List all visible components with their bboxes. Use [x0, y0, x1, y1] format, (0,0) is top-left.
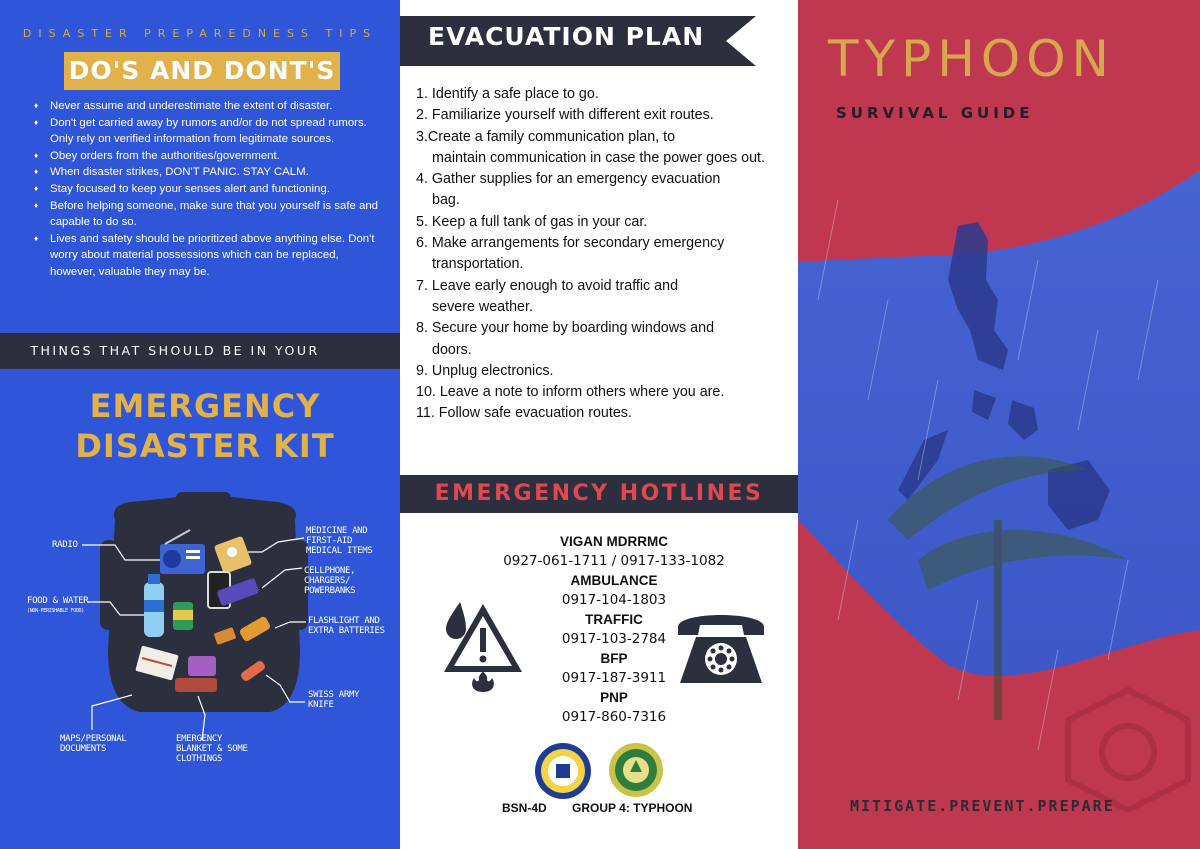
list-item: 4. Gather supplies for an emergency evacuation bag.	[416, 171, 721, 209]
kit-label-maps: MAPS/PERSONAL DOCUMENTS	[60, 734, 127, 754]
telephone-icon	[672, 605, 770, 687]
kit-title	[0, 386, 410, 466]
list-item: ♦ Never assume and underestimate the extent of disaster.	[34, 98, 384, 115]
kit-label-radio: RADIO	[52, 540, 78, 550]
university-seal-icon	[534, 742, 592, 800]
motto: MITIGATE.PREVENT.PREPARE	[850, 797, 1115, 815]
list-item: ♦ Obey orders from the authorities/government.	[34, 148, 384, 165]
survival-guide-subtitle: SURVIVAL GUIDE	[836, 104, 1034, 122]
kit-title-line1: EMERGENCY	[89, 387, 321, 425]
hotline-entry: BFP 0917-187-3911	[561, 651, 667, 686]
dos-list	[34, 98, 384, 281]
list-item: ♦ Lives and safety should be prioritized above anything else. Don't worry about material possessions which can be replaced, however, valuable they may be.	[34, 231, 384, 281]
hotline-entry: VIGAN MDRRMC 0927-061-1711 / 0917-133-1082	[503, 534, 725, 569]
typhoon-background	[798, 0, 1200, 849]
list-item: 8. Secure your home by boarding windows and doors.	[416, 320, 715, 358]
hotline-entry: AMBULANCE 0917-104-1803	[561, 573, 667, 608]
evacuation-list	[416, 84, 796, 425]
hotline-entry: TRAFFIC 0917-103-2784	[561, 612, 667, 647]
kit-label-cellphone: CELLPHONE, CHARGERS/ POWERBANKS	[304, 566, 356, 596]
list-item: 9. Unplug electronics.	[416, 362, 554, 379]
hotlines-title: EMERGENCY HOTLINES	[434, 481, 764, 506]
hazard-icon	[442, 598, 524, 694]
tips-kicker: DISASTER PREPAREDNESS TIPS	[22, 27, 378, 40]
list-item: ♦ Before helping someone, make sure that you yourself is safe and capable to do so.	[34, 198, 384, 231]
college-seal-icon	[608, 740, 664, 800]
left-panel	[0, 0, 400, 849]
list-item: 5. Keep a full tank of gas in your car.	[416, 213, 648, 230]
kit-label-blanket: EMERGENCY BLANKET & SOME CLOTHINGS	[176, 734, 248, 764]
list-item: 11. Follow safe evacuation routes.	[416, 405, 632, 422]
middle-panel	[400, 0, 798, 849]
list-item: 2. Familiarize yourself with different exit routes.	[416, 107, 714, 124]
kit-label-food-water: FOOD & WATER	[27, 596, 89, 606]
kit-label-food-water-sub: (NON-PERISHABLE FOOD)	[27, 608, 84, 614]
evacuation-plan-title: EVACUATION PLAN	[428, 22, 705, 51]
things-band: THINGS THAT SHOULD BE IN YOUR	[0, 333, 400, 369]
list-item: ♦ When disaster strikes, DON'T PANIC. STAY CALM.	[34, 164, 384, 181]
list-item: ♦ Don't get carried away by rumors and/or do not spread rumors. Only rely on verified information from legitimate sources.	[34, 115, 384, 148]
hotline-entry: PNP 0917-860-7316	[561, 690, 667, 725]
footer-group: GROUP 4: TYPHOON	[572, 801, 693, 815]
typhoon-title: TYPHOON	[828, 30, 1115, 88]
kit-label-flashlight: FLASHLIGHT AND EXTRA BATTERIES	[308, 616, 385, 636]
right-panel	[798, 0, 1200, 849]
list-item: 3.Create a family communication plan, to maintain communication in case the power goes out.	[416, 128, 765, 166]
footer-section: BSN-4D	[502, 801, 547, 815]
emergency-kit-illustration	[0, 490, 400, 840]
kit-label-medicine: MEDICINE AND FIRST-AID MEDICAL ITEMS	[306, 526, 373, 556]
list-item: 6. Make arrangements for secondary emergency transportation.	[416, 235, 725, 273]
kit-label-knife: SWISS ARMY KNIFE	[308, 690, 360, 710]
kit-title-line2: DISASTER KIT	[75, 427, 335, 465]
list-item: ♦ Stay focused to keep your senses alert and functioning.	[34, 181, 384, 198]
list-item: 7. Leave early enough to avoid traffic and severe weather.	[416, 277, 679, 315]
list-item: 10. Leave a note to inform others where you are.	[416, 384, 725, 401]
dos-donts-title: DO'S AND DONT'S	[64, 52, 340, 90]
list-item: 1. Identify a safe place to go.	[416, 86, 599, 102]
